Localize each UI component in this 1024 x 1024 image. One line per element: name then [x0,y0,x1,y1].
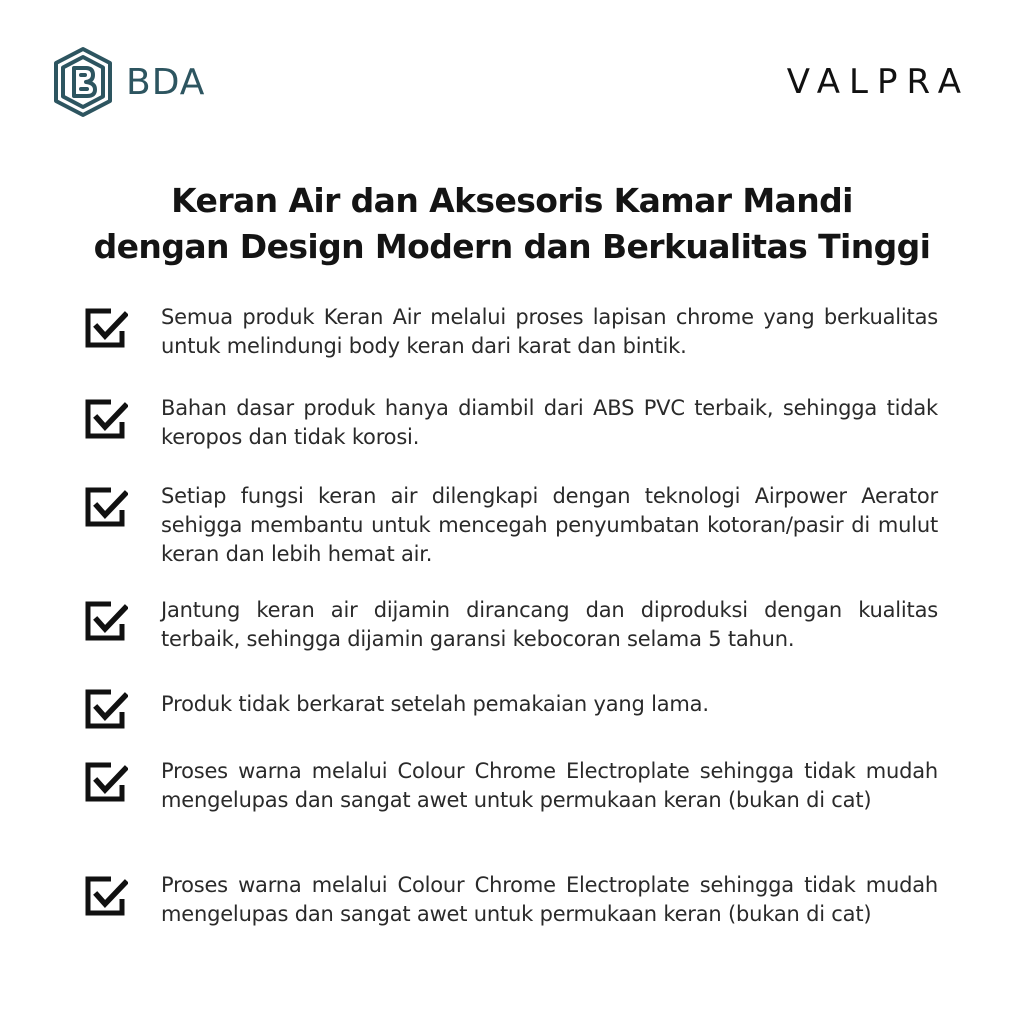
checkbox-checked-icon [84,688,128,730]
checkbox-checked-icon [84,761,128,803]
checkbox-checked-icon [84,307,128,349]
header [0,0,1024,140]
checkbox-checked-icon [84,486,128,528]
checkbox-checked-icon [84,398,128,440]
checkbox-checked-icon [84,875,128,917]
feature-text: Jantung keran air dijamin dirancang dan diproduksi dengan kualitas terbaik, sehingga dijamin garansi kebocoran selama 5 tahun. [161,598,938,651]
feature-text: Proses warna melalui Colour Chrome Electroplate sehingga tidak mudah mengelupas dan sangat awet untuk permukaan keran (bukan di cat) [161,759,938,812]
page-title [0,178,1024,270]
bda-logo [52,46,205,118]
feature-text: Bahan dasar produk hanya diambil dari ABS PVC terbaik, sehingga tidak keropos dan tidak korosi. [161,396,938,449]
bda-brand-name: BDA [126,61,206,103]
feature-text: Proses warna melalui Colour Chrome Electroplate sehingga tidak mudah mengelupas dan sangat awet untuk permukaan keran (bukan di cat) [161,873,938,926]
valpra-brand-name: VALPRA [786,62,970,102]
feature-text: Produk tidak berkarat setelah pemakaian yang lama. [161,692,709,716]
feature-text: Semua produk Keran Air melalui proses lapisan chrome yang berkualitas untuk melindungi body keran dari karat dan bintik. [161,305,938,358]
feature-text: Setiap fungsi keran air dilengkapi dengan teknologi Airpower Aerator sehigga membantu untuk mencegah penyumbatan kotoran/pasir di mulut keran dan lebih hemat air. [161,484,938,566]
bda-shield-icon [52,46,114,118]
title-line-1: Keran Air dan Aksesoris Kamar Mandi [171,181,853,220]
checkbox-checked-icon [84,600,128,642]
title-line-2: dengan Design Modern dan Berkualitas Tinggi [93,227,931,266]
